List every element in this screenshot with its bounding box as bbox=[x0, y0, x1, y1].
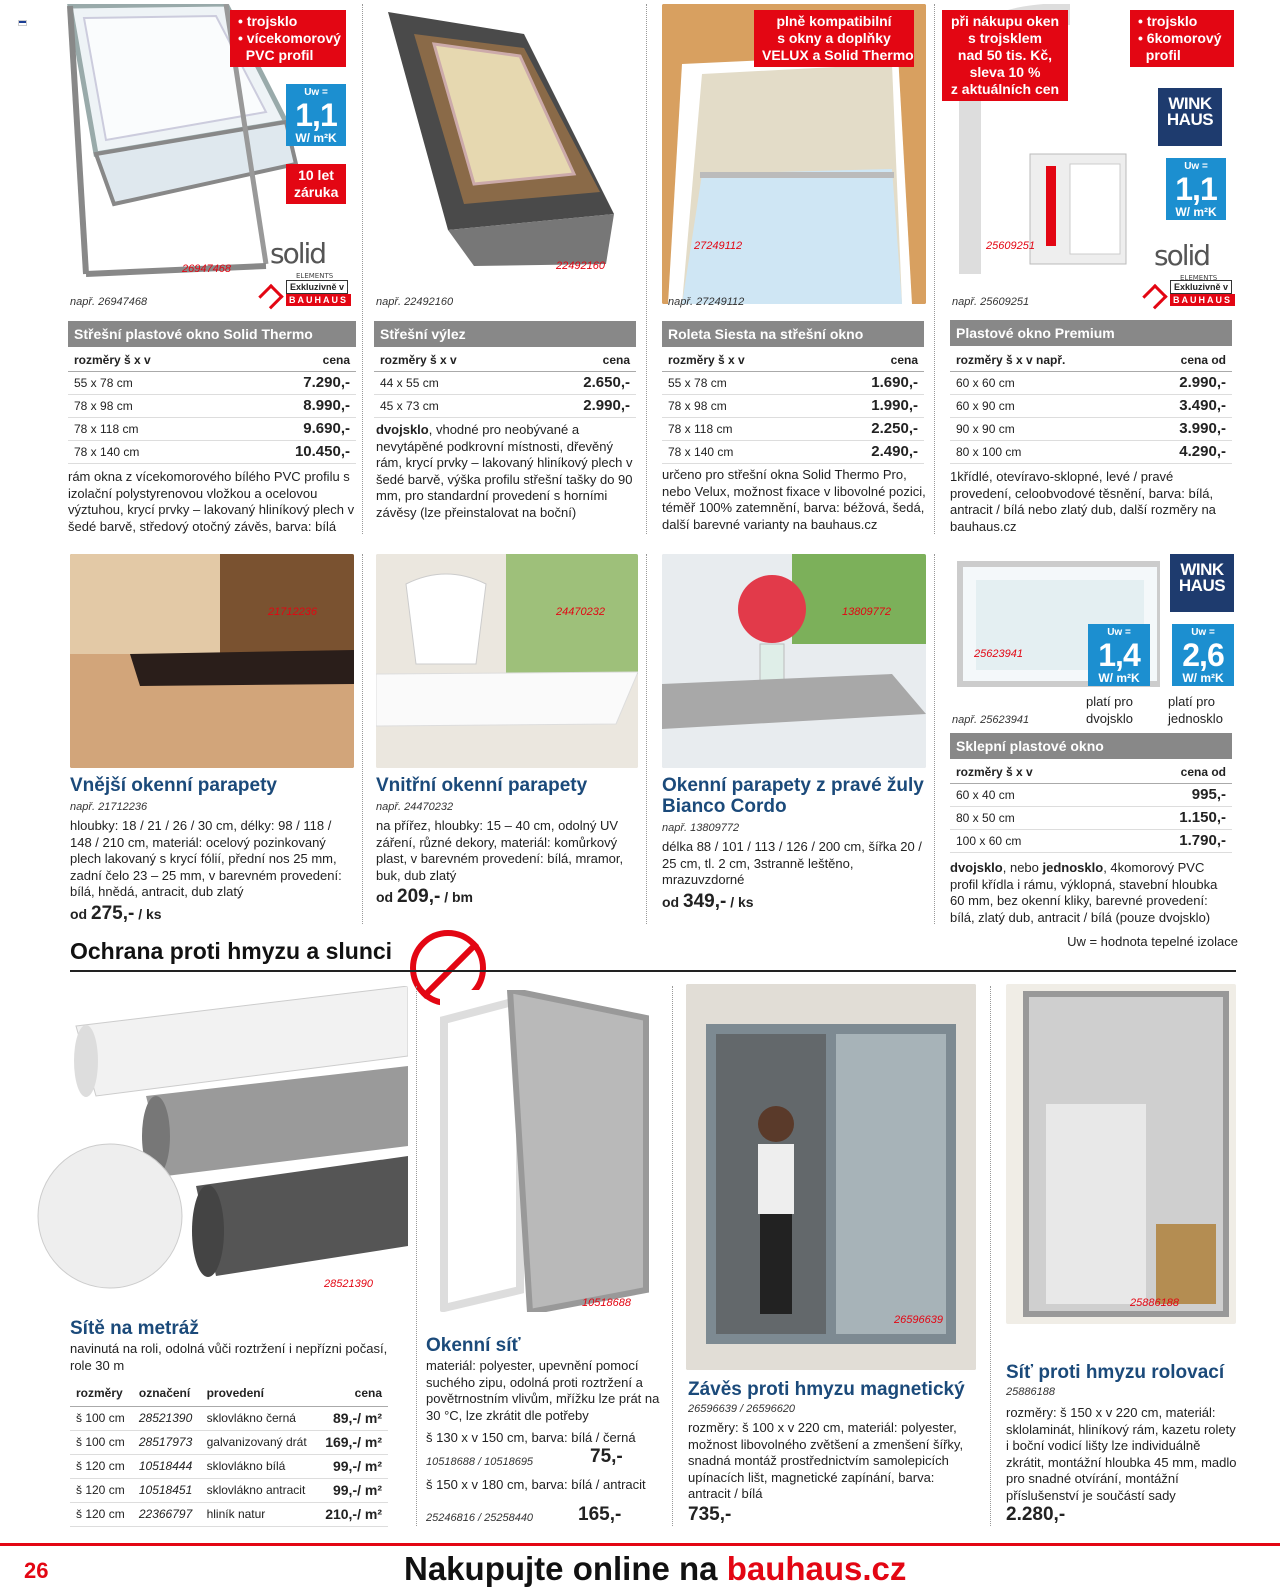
example-code: např. 27249112 bbox=[668, 296, 745, 308]
desc-bold: dvojsklo bbox=[376, 422, 429, 437]
product-description: rozměry: š 100 x v 220 cm, materiál: polyester, možnost libovolného zvětšení a zmenšení šířky, snadná montáž prostřednictvím samolepicích upínacích lišt, magnetické zapínání, barva: antracit / bílá bbox=[688, 1420, 964, 1501]
row-price: 7.290,- bbox=[232, 371, 356, 394]
uvalue-note-double: platí pro dvojsklo bbox=[1086, 694, 1133, 726]
product-title: Vnitřní okenní parapety bbox=[376, 775, 588, 796]
mesh-price: 210,-/ m² bbox=[317, 1502, 388, 1526]
mesh-size: š 120 cm bbox=[70, 1454, 133, 1478]
column-divider bbox=[672, 986, 673, 1526]
outer-sill-illustration bbox=[70, 554, 354, 768]
desc-text: , vhodné pro neobývané a nevytápěné podkrovní místnosti, dřevěný rám, krycí prvky – lakovaný hliníkový plech v šedé barvě, výška profilu střešní tašky do 90 mm, pro standardní provedení s horními závěsy (lze přeinstalovat na boční) bbox=[376, 422, 633, 520]
mesh-col-header: rozměry bbox=[70, 1380, 133, 1406]
product-description: určeno pro střešní okna Solid Thermo Pro, nebo Velux, možnost fixace v libovolné pozici, téměř 100% zatemnění, barva: béžová, šedá, další barevné varianty na bauhaus.cz bbox=[662, 467, 926, 532]
warranty-badge: 10 let záruka bbox=[286, 164, 346, 204]
row-price: 1.990,- bbox=[820, 394, 924, 417]
row-size: 45 x 73 cm bbox=[374, 394, 532, 417]
mesh-code: 10518444 bbox=[133, 1454, 201, 1478]
price-row bbox=[68, 417, 356, 440]
solid-elements-logo bbox=[270, 237, 334, 280]
uvalue-number: 2,6 bbox=[1182, 637, 1224, 673]
product-photo-outer-sill bbox=[70, 554, 354, 768]
product-description: rám okna z vícekomorového bílého PVC profilu s izolační polystyrenovou vložkou a ocelovou výztuhou, krycí prvky – lakovaný hliníkový plech v šedé barvě, středový otočný závěs, barva: bílá bbox=[68, 469, 355, 534]
price-row bbox=[950, 440, 1232, 463]
bauhaus-label: BAUHAUS bbox=[286, 294, 351, 306]
row-size: 78 x 118 cm bbox=[68, 417, 232, 440]
product-description bbox=[376, 422, 638, 521]
product-photo-magnetic-curtain bbox=[686, 984, 976, 1370]
section-rule bbox=[70, 970, 1236, 972]
row-size: 55 x 78 cm bbox=[662, 371, 820, 394]
desc-bold: dvojsklo bbox=[950, 860, 1003, 875]
solid-logo-sub: ELEMENTS bbox=[1180, 274, 1218, 282]
price-row bbox=[662, 417, 924, 440]
example-code: např. 13809772 bbox=[662, 822, 740, 834]
desc-bold: jednosklo bbox=[1042, 860, 1104, 875]
price-row bbox=[374, 371, 636, 394]
column-divider bbox=[362, 4, 363, 534]
product-code-tag: 26947468 bbox=[182, 263, 231, 275]
price-from: od bbox=[662, 894, 683, 910]
row-size: 78 x 140 cm bbox=[662, 440, 820, 463]
mesh-code: 10518451 bbox=[133, 1478, 201, 1502]
column-divider bbox=[646, 554, 647, 924]
example-code: např. 24470232 bbox=[376, 801, 454, 813]
example-code: např. 21712236 bbox=[70, 801, 148, 813]
product-description: 1křídlé, otevíravo-sklopné, levé / pravé provedení, celoobvodové těsnění, barva: bílá, antracit / bílá nebo zlatý dub, další rozměry na bauhaus.cz bbox=[950, 469, 1216, 534]
column-divider bbox=[934, 4, 935, 534]
row-price: 2.250,- bbox=[820, 417, 924, 440]
product-title: Sítě na metráž bbox=[70, 1318, 199, 1339]
row-size: 60 x 40 cm bbox=[950, 783, 1120, 806]
row-size: 78 x 98 cm bbox=[68, 394, 232, 417]
section-title: Ochrana proti hmyzu a slunci bbox=[70, 938, 393, 964]
price-row bbox=[68, 394, 356, 417]
product-description: navinutá na roli, odolná vůči roztržení i nepřízni počasí, role 30 m bbox=[70, 1341, 388, 1373]
price-value: 2.280,- bbox=[1006, 1504, 1066, 1525]
bauhaus-roof-icon bbox=[258, 284, 283, 309]
col-header-size: rozměry š x v bbox=[374, 349, 532, 371]
product-code-tag: 28521390 bbox=[324, 1278, 373, 1290]
price-value: 275,- bbox=[91, 903, 135, 924]
solid-logo-text: solid bbox=[270, 237, 326, 270]
col-header-price: cena od bbox=[1140, 349, 1232, 371]
price-row bbox=[950, 806, 1232, 829]
uvalue-label: Uw = bbox=[1107, 627, 1131, 638]
price-table bbox=[68, 349, 356, 464]
price-row bbox=[68, 440, 356, 463]
price-row bbox=[68, 371, 356, 394]
solid-logo-text: solid bbox=[1154, 239, 1210, 272]
variant-2-codes: 25246816 / 25258440 bbox=[426, 1512, 534, 1524]
price-row bbox=[950, 394, 1232, 417]
mesh-code: 22366797 bbox=[133, 1502, 201, 1526]
uvalue-unit: W/ m²K bbox=[1175, 205, 1217, 219]
product-title: Okenní síť bbox=[426, 1335, 521, 1356]
product-code-tag: 25609251 bbox=[986, 240, 1035, 252]
col-header-price: cena od bbox=[1120, 761, 1232, 783]
mesh-variant: sklovlákno černá bbox=[201, 1406, 317, 1430]
product-photo-roof-hatch bbox=[374, 4, 634, 274]
product-description: rozměry: š 150 x v 220 cm, materiál: sklolaminát, hliníkový rám, kazetu rolety i boční vodicí lišty lze individuálně zkrátit, montážní hloubka 45 mm, madlo pro snadné otvírání, montážní příslušenství je součástí sady bbox=[1006, 1405, 1237, 1503]
inner-sill-illustration bbox=[376, 554, 638, 768]
product-code-tag: 13809772 bbox=[842, 606, 891, 618]
page-number: 26 bbox=[24, 1558, 49, 1583]
compatibility-badge: plně kompatibilní s okny a doplňky VELUX a Solid Thermo bbox=[754, 10, 914, 67]
product-description: hloubky: 18 / 21 / 26 / 30 cm, délky: 98 / 118 / 148 / 210 cm, materiál: ocelový pozinkovaný plech lakovaný s krycí fólií, přední nos 25 mm, zadní čelo 23 – 25 mm, v barevném provedení: bílá, hnědá, antracit, dub zlatý bbox=[70, 818, 342, 899]
row-price: 995,- bbox=[1120, 783, 1232, 806]
granite-sill-illustration bbox=[662, 554, 926, 768]
col-header-price: cena bbox=[232, 349, 356, 371]
desc-text: , 4komorový PVC profil křídla i rámu, výklopná, stavební hloubka 60 mm, bez okenní kliky, barevné provedení: bílá, zlatý dub, antracit / bílá (pouze dvojsklo) bbox=[950, 860, 1218, 925]
product-photo-granite-sill bbox=[662, 554, 926, 768]
mesh-rolls-illustration bbox=[36, 986, 408, 1296]
uvalue-number: 1,4 bbox=[1098, 637, 1140, 673]
row-size: 78 x 140 cm bbox=[68, 440, 232, 463]
mesh-row bbox=[70, 1406, 388, 1430]
product-description bbox=[950, 860, 1234, 926]
feature-badge: • trojsklo • vícekomorový PVC profil bbox=[230, 10, 346, 67]
mesh-code: 28521390 bbox=[133, 1406, 201, 1430]
bauhaus-label: BAUHAUS bbox=[1170, 294, 1235, 306]
mesh-price: 89,-/ m² bbox=[317, 1406, 388, 1430]
col-header-size: rozměry š x v bbox=[950, 761, 1120, 783]
uvalue-number: 1,1 bbox=[1175, 171, 1217, 207]
winkhaus-logo: WINK HAUS bbox=[1158, 88, 1222, 146]
exclusive-label: Exkluzivně v bbox=[286, 280, 348, 294]
product-title: Síť proti hmyzu rolovací bbox=[1006, 1362, 1225, 1383]
uvalue-badge-single bbox=[1172, 624, 1234, 686]
mesh-variant: hliník natur bbox=[201, 1502, 317, 1526]
variant-2-spec: š 150 x v 180 cm, barva: bílá / antracit bbox=[426, 1477, 646, 1492]
price-row bbox=[950, 371, 1232, 394]
mesh-price: 99,-/ m² bbox=[317, 1454, 388, 1478]
mesh-price: 99,-/ m² bbox=[317, 1478, 388, 1502]
product-price bbox=[70, 903, 162, 925]
price-row bbox=[950, 829, 1232, 852]
row-price: 10.450,- bbox=[232, 440, 356, 463]
bauhaus-roof-icon bbox=[1142, 284, 1167, 309]
online-shop-link[interactable] bbox=[404, 1550, 906, 1588]
product-codes: 26596639 / 26596620 bbox=[688, 1403, 796, 1415]
row-price: 1.690,- bbox=[820, 371, 924, 394]
uvalue-label: Uw = bbox=[1191, 627, 1215, 638]
product-code-tag: 22492160 bbox=[556, 260, 605, 272]
row-size: 80 x 50 cm bbox=[950, 806, 1120, 829]
footer-site: bauhaus.cz bbox=[726, 1550, 907, 1587]
mesh-size: š 120 cm bbox=[70, 1478, 133, 1502]
desc-text: , nebo bbox=[1002, 860, 1043, 875]
row-price: 1.790,- bbox=[1120, 829, 1232, 852]
variant-1-codes: 10518688 / 10518695 bbox=[426, 1456, 534, 1468]
price-table bbox=[950, 761, 1232, 853]
uvalue-badge bbox=[1166, 158, 1226, 220]
solid-elements-logo bbox=[1154, 239, 1218, 282]
row-price: 3.990,- bbox=[1140, 417, 1232, 440]
uvalue-unit: W/ m²K bbox=[1182, 671, 1224, 685]
price-value: 735,- bbox=[688, 1504, 732, 1525]
product-title: Střešní plastové okno Solid Thermo bbox=[68, 321, 356, 347]
page-footer bbox=[0, 1543, 1280, 1593]
magnetic-curtain-illustration bbox=[686, 984, 976, 1370]
product-title: Střešní výlez bbox=[374, 321, 636, 347]
column-divider bbox=[416, 986, 417, 1526]
product-photo-window-net bbox=[440, 990, 652, 1312]
row-price: 2.990,- bbox=[1140, 371, 1232, 394]
product-photo-mesh-rolls bbox=[36, 986, 408, 1296]
product-title: Sklepní plastové okno bbox=[950, 733, 1232, 759]
mesh-variant: galvanizovaný drát bbox=[201, 1430, 317, 1454]
mesh-size: š 100 cm bbox=[70, 1406, 133, 1430]
product-description: na přířez, hloubky: 15 – 40 cm, odolný UV záření, různé dekory, materiál: komůrkový plast, v barevném provedení: bílá, mramor, buk, dub zlatý bbox=[376, 818, 624, 883]
mesh-variant: sklovlákno bílá bbox=[201, 1454, 317, 1478]
column-divider bbox=[646, 4, 647, 534]
feature-badge: • trojsklo • 6komorový profil bbox=[1130, 10, 1234, 67]
uvalue-number: 1,1 bbox=[295, 97, 337, 133]
product-code-tag: 25623941 bbox=[974, 648, 1023, 660]
row-price: 2.990,- bbox=[532, 394, 636, 417]
product-codes: 25886188 bbox=[1006, 1386, 1055, 1398]
footer-prefix: Nakupujte online na bbox=[404, 1550, 727, 1587]
row-price: 4.290,- bbox=[1140, 440, 1232, 463]
mesh-row bbox=[70, 1478, 388, 1502]
row-size: 60 x 90 cm bbox=[950, 394, 1140, 417]
uvalue-label: Uw = bbox=[1184, 161, 1208, 172]
row-size: 78 x 118 cm bbox=[662, 417, 820, 440]
row-size: 100 x 60 cm bbox=[950, 829, 1120, 852]
variant-2-price bbox=[578, 1504, 621, 1526]
row-size: 60 x 60 cm bbox=[950, 371, 1140, 394]
roller-net-illustration bbox=[1006, 984, 1236, 1324]
col-header-size: rozměry š x v bbox=[68, 349, 232, 371]
product-code-tag: 10518688 bbox=[582, 1297, 631, 1309]
row-size: 55 x 78 cm bbox=[68, 371, 232, 394]
exclusive-bauhaus-logo bbox=[1146, 280, 1236, 306]
row-price: 8.990,- bbox=[232, 394, 356, 417]
uvalue-note-single: platí pro jednosklo bbox=[1168, 694, 1223, 726]
mesh-row bbox=[70, 1502, 388, 1526]
uvalue-legend: Uw = hodnota tepelné izolace bbox=[1067, 934, 1238, 949]
product-description: materiál: polyester, upevnění pomocí suchého zipu, odolná proti roztržení a povětrnostním vlivům, mřížku lze prát na 30 °C, lze zkrátit dle potřeby bbox=[426, 1358, 660, 1423]
price-from: od bbox=[376, 889, 397, 905]
uvalue-unit: W/ m²K bbox=[1098, 671, 1140, 685]
uvalue-badge-double bbox=[1088, 624, 1150, 686]
uvalue-unit: W/ m²K bbox=[295, 131, 337, 145]
column-divider bbox=[362, 554, 363, 924]
row-price: 1.150,- bbox=[1120, 806, 1232, 829]
column-divider bbox=[934, 554, 935, 924]
example-code: např. 25623941 bbox=[952, 714, 1030, 726]
row-price: 3.490,- bbox=[1140, 394, 1232, 417]
price-value: 209,- bbox=[397, 886, 441, 907]
solid-logo-sub: ELEMENTS bbox=[296, 272, 334, 280]
price-unit: / ks bbox=[730, 894, 754, 910]
product-title: Závěs proti hmyzu magnetický bbox=[688, 1379, 965, 1400]
example-code: např. 25609251 bbox=[952, 296, 1030, 308]
price-value: 75,- bbox=[590, 1446, 623, 1467]
product-price bbox=[1006, 1504, 1065, 1526]
mesh-size: š 100 cm bbox=[70, 1430, 133, 1454]
variant-1-price bbox=[590, 1446, 623, 1468]
mesh-code: 28517973 bbox=[133, 1430, 201, 1454]
variant-1-spec: š 130 x v 150 cm, barva: bílá / černá bbox=[426, 1430, 636, 1445]
window-net-illustration bbox=[440, 990, 652, 1312]
product-price bbox=[376, 886, 473, 908]
product-code-tag: 25886188 bbox=[1130, 1297, 1179, 1309]
mesh-price-table bbox=[70, 1380, 388, 1527]
price-row bbox=[662, 394, 924, 417]
roof-hatch-illustration bbox=[374, 4, 634, 274]
col-header-price: cena bbox=[532, 349, 636, 371]
product-title: Vnější okenní parapety bbox=[70, 775, 277, 796]
price-table bbox=[950, 349, 1232, 464]
product-title: Okenní parapety z pravé žuly Bianco Cordo bbox=[662, 775, 924, 817]
product-code-tag: 26596639 bbox=[894, 1314, 943, 1326]
mesh-col-header: označení bbox=[133, 1380, 201, 1406]
product-price bbox=[688, 1504, 731, 1526]
product-title: Roleta Siesta na střešní okno bbox=[662, 321, 924, 347]
col-header-size: rozměry š x v např. bbox=[950, 349, 1140, 371]
row-price: 2.490,- bbox=[820, 440, 924, 463]
price-table bbox=[374, 349, 636, 418]
example-code: např. 26947468 bbox=[70, 296, 148, 308]
product-photo-roller-net bbox=[1006, 984, 1236, 1324]
product-description: délka 88 / 101 / 113 / 126 / 200 cm, šířka 20 / 25 cm, tl. 2 cm, 3stranně leštěno, mrazuvzdorné bbox=[662, 839, 922, 887]
mesh-col-header: provedení bbox=[201, 1380, 317, 1406]
mesh-size: š 120 cm bbox=[70, 1502, 133, 1526]
row-size: 90 x 90 cm bbox=[950, 417, 1140, 440]
uvalue-label: Uw = bbox=[304, 87, 328, 98]
discount-badge: při nákupu oken s trojsklem nad 50 tis. Kč, sleva 10 % z aktuálních cen bbox=[942, 10, 1068, 101]
col-header-price: cena bbox=[820, 349, 924, 371]
mesh-col-header: cena bbox=[317, 1380, 388, 1406]
price-row bbox=[950, 783, 1232, 806]
exclusive-bauhaus-logo bbox=[262, 280, 352, 306]
price-from: od bbox=[70, 906, 91, 922]
product-title: Plastové okno Premium bbox=[950, 320, 1232, 346]
product-photo-inner-sill bbox=[376, 554, 638, 768]
product-price bbox=[662, 891, 754, 913]
price-row bbox=[374, 394, 636, 417]
mesh-row bbox=[70, 1430, 388, 1454]
row-size: 44 x 55 cm bbox=[374, 371, 532, 394]
price-row bbox=[662, 371, 924, 394]
mesh-row bbox=[70, 1454, 388, 1478]
exclusive-label: Exkluzivně v bbox=[1170, 280, 1232, 294]
col-header-size: rozměry š x v bbox=[662, 349, 820, 371]
price-value: 349,- bbox=[683, 891, 727, 912]
winkhaus-logo: WINK HAUS bbox=[1170, 554, 1234, 612]
price-row bbox=[950, 417, 1232, 440]
product-code-tag: 21712236 bbox=[268, 606, 317, 618]
price-value: 165,- bbox=[578, 1504, 622, 1525]
price-unit: / ks bbox=[138, 906, 162, 922]
price-table bbox=[662, 349, 924, 464]
column-divider bbox=[990, 986, 991, 1526]
row-price: 2.650,- bbox=[532, 371, 636, 394]
row-size: 80 x 100 cm bbox=[950, 440, 1140, 463]
mesh-variant: sklovlákno antracit bbox=[201, 1478, 317, 1502]
row-size: 78 x 98 cm bbox=[662, 394, 820, 417]
uvalue-badge bbox=[286, 84, 346, 146]
example-code: např. 22492160 bbox=[376, 296, 454, 308]
product-code-tag: 24470232 bbox=[556, 606, 605, 618]
price-unit: / bm bbox=[444, 889, 473, 905]
flag-icon bbox=[18, 20, 27, 26]
product-code-tag: 27249112 bbox=[694, 240, 743, 252]
price-row bbox=[662, 440, 924, 463]
mesh-price: 169,-/ m² bbox=[317, 1430, 388, 1454]
row-price: 9.690,- bbox=[232, 417, 356, 440]
